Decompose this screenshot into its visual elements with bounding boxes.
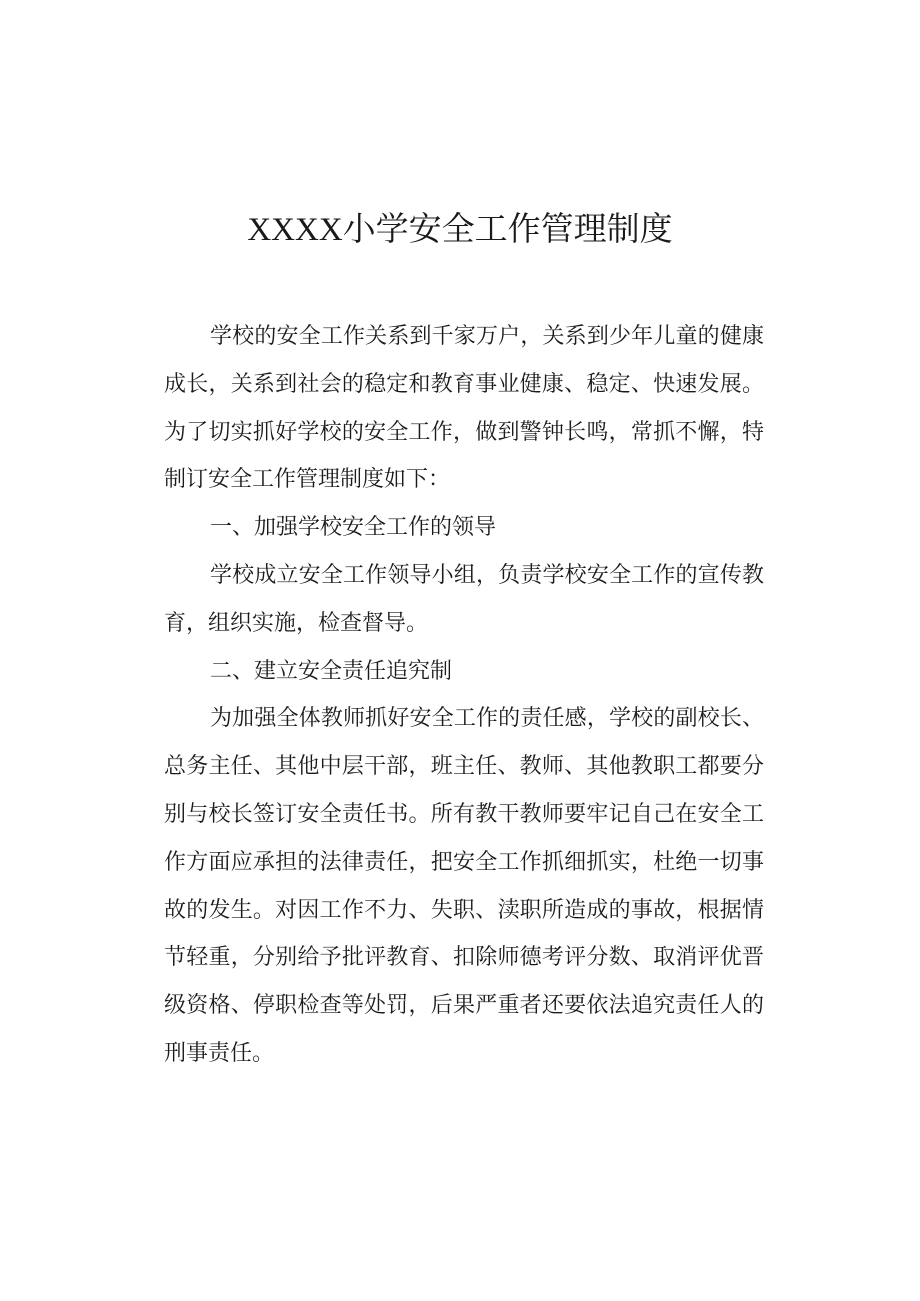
document-title: XXXX小学安全工作管理制度 — [247, 212, 673, 248]
section-1-paragraph: 学校成立安全工作领导小组，负责学校安全工作的宣传教育，组织实施，检查督导。 — [164, 562, 764, 636]
section-heading-2: 二、建立安全责任追究制 — [210, 658, 453, 684]
section-2-paragraph: 为加强全体教师抓好安全工作的责任感，学校的副校长、总务主任、其他中层干部，班主任、教师、其他教职工都要分别与校长签订安全责任书。所有教干教师要牢记自己在安全工作方面应承担的法律责任，把安全工作抓细抓实，杜绝一切事故的发生。对因工作不力、失职、渎职所造成的事故，根据情节轻重，分别给予批评教育、扣除师德考评分数、取消评优晋级资格、停职检查等处罚，后果严重者还要依法追究责任人的刑事责任。 — [164, 706, 764, 1066]
document-body — [164, 313, 764, 1078]
intro-paragraph: 学校的安全工作关系到千家万户，关系到少年儿童的健康成长，关系到社会的稳定和教育事业健康、稳定、快速发展。为了切实抓好学校的安全工作，做到警钟长鸣，常抓不懈，特制订安全工作管理制度如下： — [164, 324, 764, 493]
section-heading-1: 一、加强学校安全工作的领导 — [210, 515, 497, 541]
